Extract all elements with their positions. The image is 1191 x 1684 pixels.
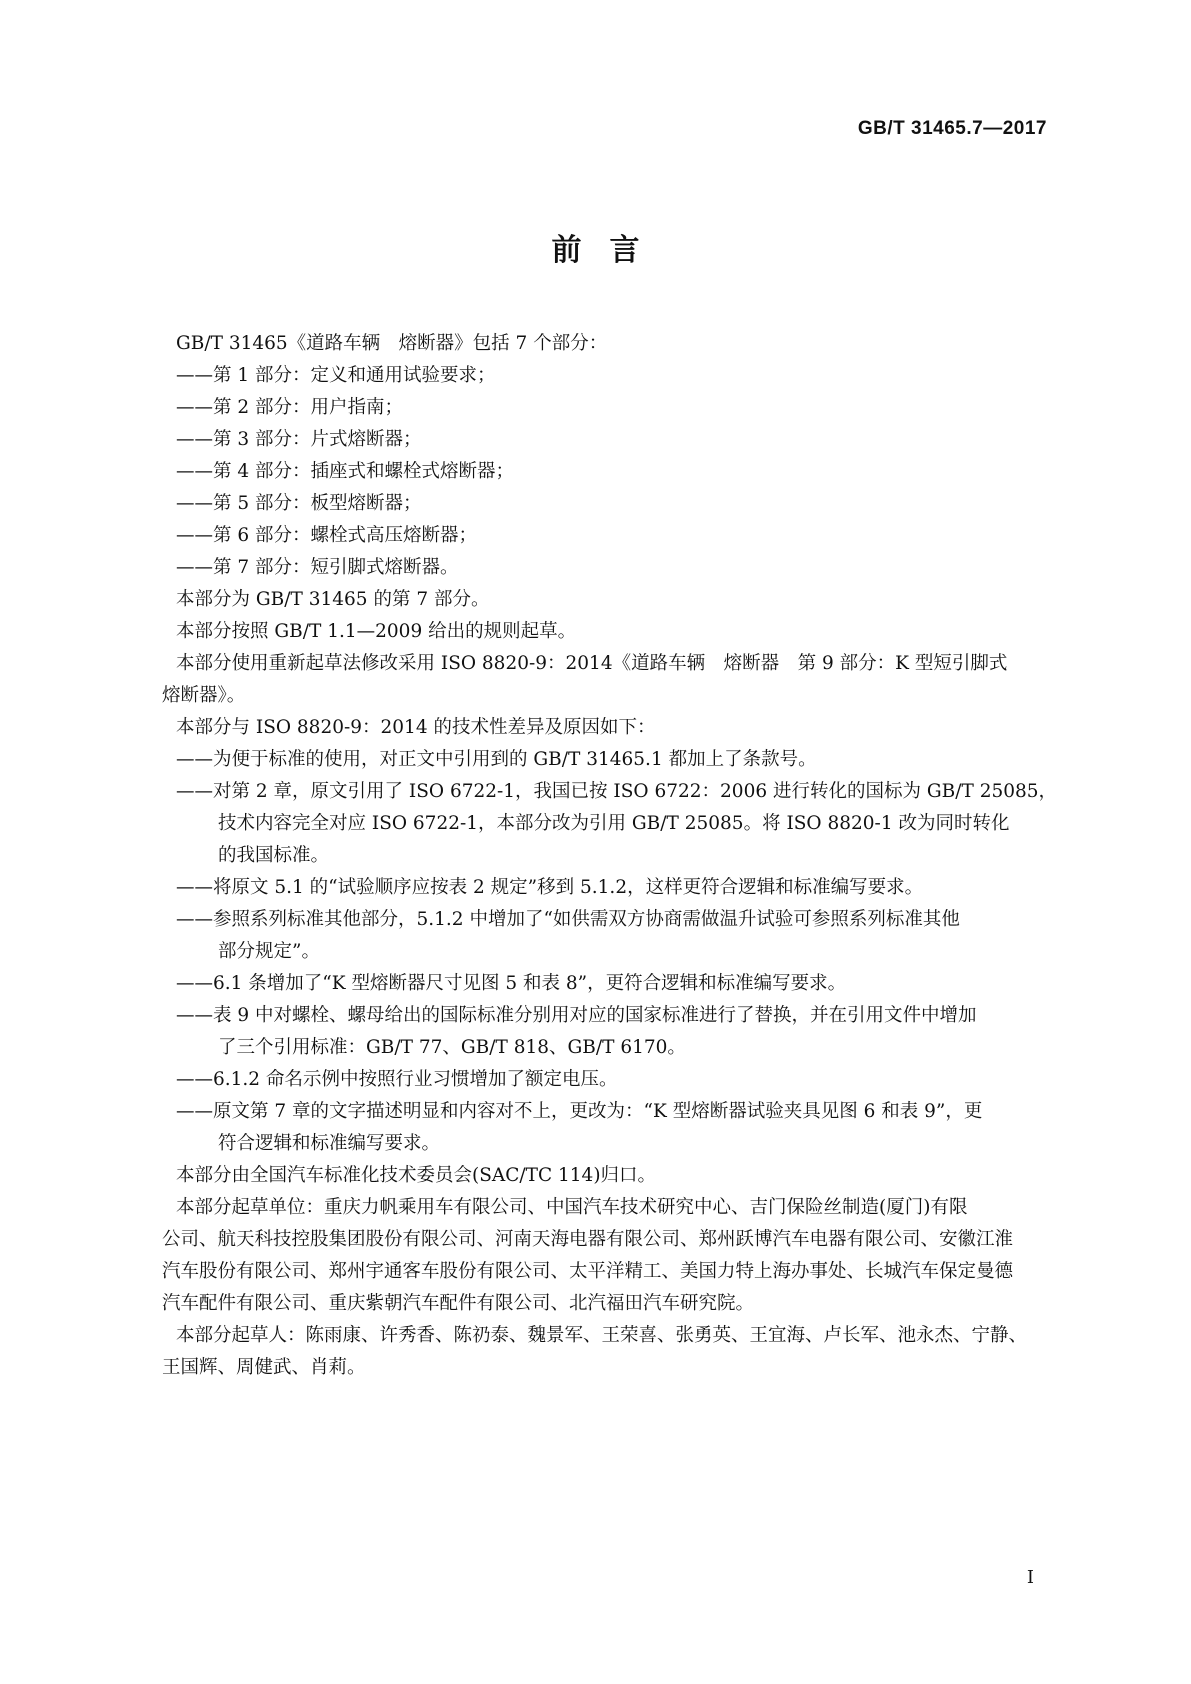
paragraph-continuation: 汽车配件有限公司、重庆紫朝汽车配件有限公司、北汽福田汽车研究院。: [162, 1293, 755, 1314]
list-item: ——将原文 5.1 的“试验顺序应按表 2 规定”移到 5.1.2，这样更符合逻辑和标准编写要求。: [176, 877, 924, 898]
page-number: I: [1026, 1567, 1034, 1588]
list-item: ——第 2 部分：用户指南；: [176, 397, 404, 418]
paragraph: 本部分使用重新起草法修改采用 ISO 8820-9：2014《道路车辆 熔断器 第 9 部分：K 型短引脚式: [176, 653, 1008, 674]
list-item: ——对第 2 章，原文引用了 ISO 6722-1，我国已按 ISO 6722：2006 进行转化的国标为 GB/T 25085，: [176, 781, 1058, 802]
list-item-continuation: 技术内容完全对应 ISO 6722-1，本部分改为引用 GB/T 25085。将 ISO 8820-1 改为同时转化: [218, 813, 1010, 834]
paragraph-continuation: 汽车股份有限公司、郑州宇通客车股份有限公司、太平洋精工、美国力特上海办事处、长城汽车保定曼德: [162, 1261, 1014, 1282]
list-item: ——表 9 中对螺栓、螺母给出的国际标准分别用对应的国家标准进行了替换，并在引用文件中增加: [176, 1005, 977, 1026]
list-item: ——6.1 条增加了“K 型熔断器尺寸见图 5 和表 8”，更符合逻辑和标准编写要求。: [176, 973, 847, 994]
list-item-continuation: 了三个引用标准：GB/T 77、GB/T 818、GB/T 6170。: [218, 1037, 686, 1058]
list-item: ——第 3 部分：片式熔断器；: [176, 429, 422, 450]
intro-paragraph: GB/T 31465《道路车辆 熔断器》包括 7 个部分：: [176, 333, 608, 354]
paragraph-continuation: 熔断器》。: [162, 685, 246, 706]
paragraph: 本部分按照 GB/T 1.1—2009 给出的规则起草。: [176, 621, 577, 642]
standard-code: GB/T 31465.7—2017: [857, 118, 1047, 139]
document-body: [162, 328, 1060, 1384]
list-item: ——第 7 部分：短引脚式熔断器。: [176, 557, 459, 578]
list-item: ——6.1.2 命名示例中按照行业习惯增加了额定电压。: [176, 1069, 618, 1090]
list-item-continuation: 的我国标准。: [218, 845, 330, 866]
list-item: ——原文第 7 章的文字描述明显和内容对不上，更改为：“K 型熔断器试验夹具见图 6 和表 9”，更: [176, 1101, 983, 1122]
list-item-continuation: 部分规定”。: [218, 941, 320, 962]
list-item: ——第 4 部分：插座式和螺栓式熔断器；: [176, 461, 515, 482]
list-item: ——第 6 部分：螺栓式高压熔断器；: [176, 525, 478, 546]
list-item: ——参照系列标准其他部分，5.1.2 中增加了“如供需双方协商需做温升试验可参照系列标准其他: [176, 909, 960, 930]
drafters-paragraph: 本部分起草人：陈雨康、许秀香、陈礽泰、魏景军、王荣喜、张勇英、王宜海、卢长军、池永杰、宁静、: [176, 1325, 1028, 1346]
paragraph: 本部分与 ISO 8820-9：2014 的技术性差异及原因如下：: [176, 717, 656, 738]
paragraph-continuation: 公司、航天科技控股集团股份有限公司、河南天海电器有限公司、郑州跃博汽车电器有限公司、安徽江淮: [162, 1229, 1014, 1250]
list-item: ——第 1 部分：定义和通用试验要求；: [176, 365, 496, 386]
paragraph: 本部分为 GB/T 31465 的第 7 部分。: [176, 589, 490, 610]
paragraph-continuation: 王国辉、周健武、肖莉。: [162, 1357, 366, 1378]
list-item: ——第 5 部分：板型熔断器；: [176, 493, 422, 514]
paragraph: 本部分由全国汽车标准化技术委员会(SAC/TC 114)归口。: [176, 1165, 657, 1186]
list-item-continuation: 符合逻辑和标准编写要求。: [218, 1133, 441, 1154]
drafting-units-paragraph: 本部分起草单位：重庆力帆乘用车有限公司、中国汽车技术研究中心、吉门保险丝制造(厦门)有限: [176, 1197, 968, 1218]
page-title: 前言: [551, 233, 668, 268]
list-item: ——为便于标准的使用，对正文中引用到的 GB/T 31465.1 都加上了条款号。: [176, 749, 817, 770]
